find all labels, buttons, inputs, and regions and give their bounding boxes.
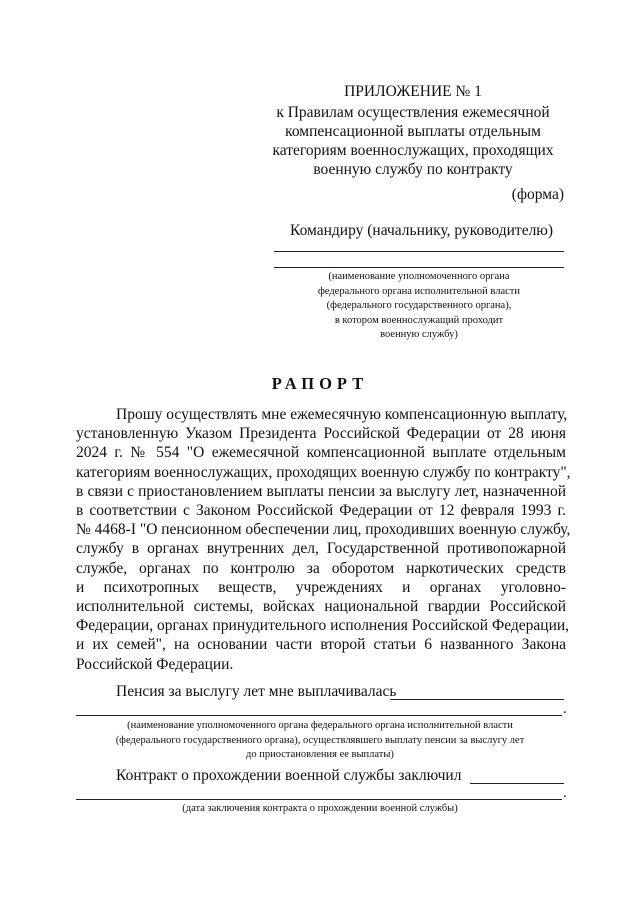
appendix-header [258,82,568,179]
appendix-line: военную службу по контракту [313,161,513,178]
end-dot: . [563,785,567,801]
addressee-line-1[interactable] [274,251,564,252]
body-line: исполнительной системы, войсках национальной гвардии Российской [76,598,566,616]
note-line: до приостановления ее выплаты) [246,749,394,760]
body-line: Российской Федерации. [76,655,234,673]
contract-field-line-2[interactable] [76,799,562,800]
contract-field-line[interactable] [470,783,564,784]
pension-field-line-2[interactable] [76,715,562,716]
body-line: Федерации, органах принудительного исполнения Российской Федерации, [76,617,570,635]
body-line: категориям военнослужащих, проходящих военную службу по контракту", [76,463,571,481]
addressee-note [274,270,564,343]
note-line: (федерального государственного органа), осуществлявшего выплату пенсии за выслугу лет [115,734,525,746]
note-line: (федерального государственного органа), [326,300,512,311]
contract-note: (дата заключения контракта о прохождении военной службы) [182,803,458,814]
body-line: и психотропных веществ, учреждениях и органах уголовно- [76,578,566,596]
appendix-line: компенсационной выплаты отдельным [285,123,541,140]
end-dot: . [563,701,567,717]
body-line: Прошу осуществлять мне ежемесячную компенсационную выплату, [116,406,568,423]
body-line: в связи с приостановлением выплаты пенсии за выслугу лет, назначенной [76,482,566,500]
body-line: в соответствии с Законом Российской Федерации от 12 февраля 1993 г. [76,502,566,520]
note-line: (наименование уполномоченного органа федерального органа исполнительной власти [127,720,513,731]
document-title: РАПОРТ [271,374,369,393]
note-line: федерального органа исполнительной власти [318,285,520,297]
form-label: (форма) [511,186,564,203]
body-line: и их семей", на основании части второй статьи 6 названного Закона [76,636,566,654]
contract-label: Контракт о прохождении военной службы заключил [116,767,462,784]
body-line: 2024 г. № 554 "О ежемесячной компенсационной выплате отдельным [76,444,566,462]
note-line: (наименование уполномоченного органа [328,271,510,282]
appendix-number: ПРИЛОЖЕНИЕ № 1 [344,83,482,100]
addressee-line-2[interactable] [274,267,564,268]
body-line: установленную Указом Президента Российской Федерации от 28 июня [76,425,566,443]
pension-label: Пенсия за выслугу лет мне выплачивалась [116,683,397,700]
pension-field-line[interactable] [390,699,564,700]
note-line: в котором военнослужащий проходит [334,314,504,326]
note-line: военную службу) [380,329,458,340]
body-line: службе, органах по контролю за оборотом наркотических средств [76,559,566,577]
appendix-line: к Правилам осуществления ежемесячной [276,104,550,121]
body-line: № 4468-I "О пенсионном обеспечении лиц, проходивших военную службу, [76,521,571,539]
addressee-label: Командиру (начальнику, руководителю) [290,222,554,239]
pension-note [76,719,564,763]
appendix-line: категориям военнослужащих, проходящих [272,142,554,159]
report-body [76,405,571,674]
body-line: службу в органах внутренних дел, Государственной противопожарной [76,540,566,558]
